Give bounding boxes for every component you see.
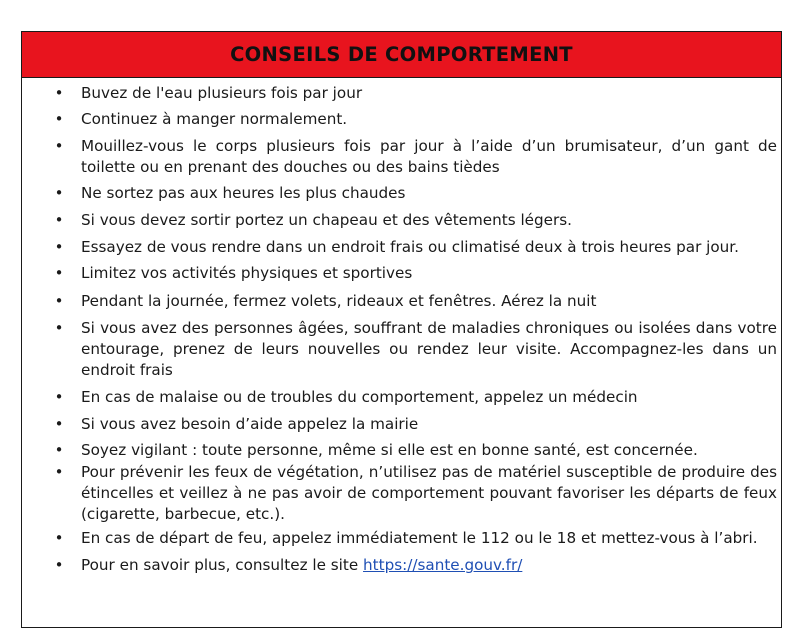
list-item-text: Pour prévenir les feux de végétation, n’utilisez pas de matériel susceptible de produire des étincelles et veillez à ne pas avoir de comportement pouvant favoriser les départs de feux (cigarette, barbecue, etc.). (81, 463, 777, 523)
bullet-icon: • (54, 415, 64, 433)
list-item (22, 263, 781, 284)
list-item (22, 555, 781, 576)
list-item (22, 318, 781, 381)
website-link[interactable]: https://sante.gouv.fr/ (363, 556, 523, 574)
list-item (22, 440, 781, 461)
list-item-text: Continuez à manger normalement. (81, 110, 348, 128)
bullet-icon: • (54, 556, 64, 574)
bullet-icon: • (54, 319, 64, 337)
list-item (22, 462, 781, 525)
list-item (22, 387, 781, 408)
list-item (22, 237, 781, 258)
bullet-icon: • (54, 238, 64, 256)
bullet-icon: • (54, 529, 64, 547)
header-banner (22, 32, 781, 78)
list-item-text: Soyez vigilant : toute personne, même si elle est en bonne santé, est concernée. (81, 441, 698, 459)
bullet-icon: • (54, 292, 64, 310)
page-title: CONSEILS DE COMPORTEMENT (230, 43, 573, 66)
list-item (22, 83, 781, 104)
list-item (22, 291, 781, 312)
list-item (22, 109, 781, 130)
list-item (22, 414, 781, 435)
bullet-icon: • (54, 84, 64, 102)
list-item-text: Si vous avez besoin d’aide appelez la mairie (81, 415, 419, 433)
bullet-icon: • (54, 137, 64, 155)
bullet-icon: • (54, 463, 64, 481)
advice-list (22, 83, 781, 581)
list-item-text: Si vous avez des personnes âgées, souffrant de maladies chroniques ou isolées dans votre entourage, prenez de leurs nouvelles ou rendez leur visite. Accompagnez-les dans un endroit frais (81, 319, 777, 379)
bullet-icon: • (54, 441, 64, 459)
bullet-icon: • (54, 264, 64, 282)
bullet-icon: • (54, 211, 64, 229)
bullet-icon: • (54, 184, 64, 202)
list-item-text: En cas de départ de feu, appelez immédiatement le 112 ou le 18 et mettez-vous à l’abri. (81, 529, 758, 547)
list-item-text: Ne sortez pas aux heures les plus chaudes (81, 184, 406, 202)
list-item (22, 136, 781, 178)
list-item-text: Si vous devez sortir portez un chapeau et des vêtements légers. (81, 211, 572, 229)
advice-box (21, 31, 782, 628)
list-item-text: Pour en savoir plus, consultez le site (81, 556, 364, 574)
list-item-text: Limitez vos activités physiques et sportives (81, 264, 413, 282)
list-item-text: Pendant la journée, fermez volets, rideaux et fenêtres. Aérez la nuit (81, 292, 597, 310)
bullet-icon: • (54, 110, 64, 128)
list-item (22, 183, 781, 204)
list-item (22, 210, 781, 231)
bullet-icon: • (54, 388, 64, 406)
list-item-text: Essayez de vous rendre dans un endroit frais ou climatisé deux à trois heures par jour. (81, 238, 739, 256)
list-item-text: Buvez de l'eau plusieurs fois par jour (81, 84, 363, 102)
list-item-text: En cas de malaise ou de troubles du comportement, appelez un médecin (81, 388, 638, 406)
list-item-text: Mouillez-vous le corps plusieurs fois par jour à l’aide d’un brumisateur, d’un gant de toilette ou en prenant des douches ou des bains tièdes (81, 137, 777, 176)
list-item (22, 528, 781, 549)
